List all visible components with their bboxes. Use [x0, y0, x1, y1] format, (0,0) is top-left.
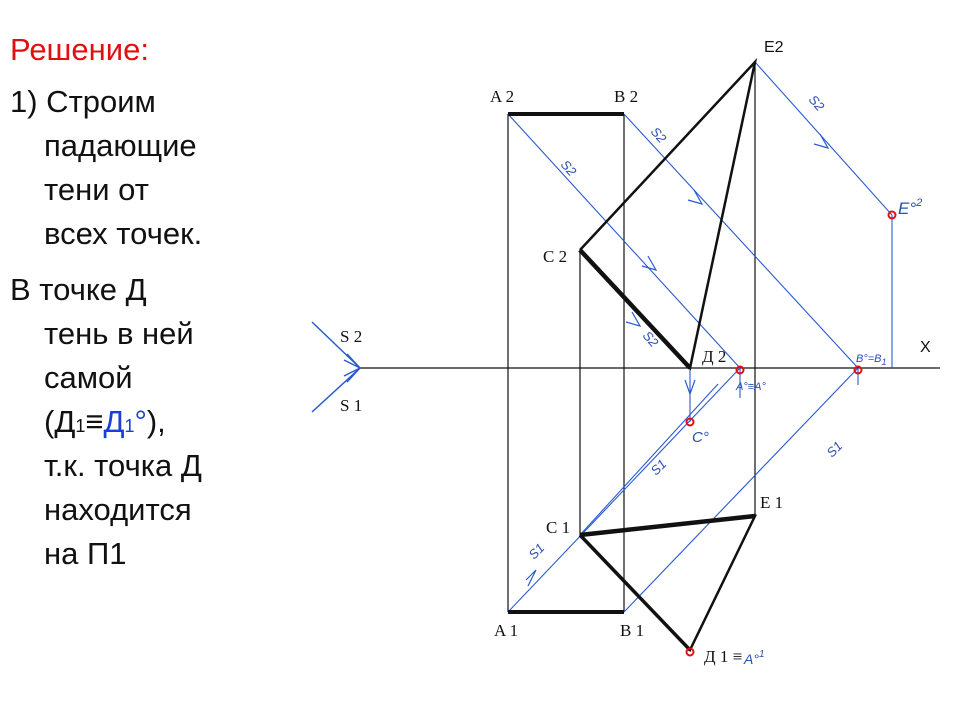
note-line-3: самой: [44, 360, 133, 395]
note-e0: [898, 197, 922, 218]
edge-c1-e1: [580, 516, 755, 535]
note-a0: A°≡A°: [736, 381, 766, 393]
note-b0: [856, 353, 887, 367]
note-line-7: на П1: [44, 536, 127, 571]
label-b2: B 2: [614, 87, 639, 106]
note-e0-sup: 2: [916, 197, 923, 209]
label-b1: B 1: [620, 621, 645, 640]
note-s2-2: S2: [647, 123, 670, 146]
note-e0-letter: E°: [898, 199, 917, 218]
label-c1: C 1: [546, 518, 571, 537]
note-line-5: т.к. точка Д: [44, 448, 202, 483]
note-a0-bottom: [743, 649, 765, 667]
note-line-6: находится: [44, 492, 192, 527]
note-a0-bottom-sup: 1: [758, 649, 765, 660]
note-b0-sub: 1: [881, 357, 887, 367]
note-open: (Д: [44, 404, 76, 439]
label-d2: Д 2: [702, 347, 727, 366]
label-a2: A 2: [490, 87, 515, 106]
note-blue-letter: Д: [103, 404, 125, 439]
ray-s2-b: [624, 114, 858, 368]
ray-s2-e: [755, 62, 892, 215]
note-blue-degree: °: [134, 404, 147, 439]
step-line-2: падающие: [44, 128, 197, 163]
label-a1: A 1: [494, 621, 519, 640]
note-sub: 1: [75, 416, 86, 436]
note-s1-3: S1: [823, 438, 846, 461]
note-s2-1: S2: [557, 156, 580, 179]
label-s1: S 1: [340, 396, 363, 415]
note-equiv: ≡: [85, 404, 104, 439]
step-line-4: всех точек.: [44, 216, 203, 251]
label-s2: S 2: [340, 327, 363, 346]
label-e2: E2: [764, 39, 784, 56]
label-e1: E 1: [760, 493, 784, 512]
note-b0-text: B°=B: [856, 353, 882, 365]
ray-s1-b: [624, 368, 858, 612]
note-s1-1: S1: [525, 540, 548, 563]
triangle-front-projection: [580, 62, 755, 368]
note-c0: C°: [692, 429, 709, 446]
label-x-axis: X: [920, 339, 931, 356]
label-c2: C 2: [543, 247, 568, 266]
edge-c2-d2: [580, 250, 690, 368]
note-s2-3: S2: [805, 91, 828, 114]
label-d1: Д 1 ≡: [704, 647, 743, 666]
ray-s1-c: [580, 384, 718, 535]
solution-heading: Решение:: [10, 32, 149, 67]
note-line-1: В точке Д: [10, 272, 147, 307]
note-s2-4: S2: [639, 327, 662, 350]
note-close: ),: [146, 404, 166, 439]
note-line-2: тень в ней: [44, 316, 194, 351]
step-line-1: 1) Строим: [10, 84, 156, 119]
note-a0-bottom-letter: A°: [744, 651, 759, 667]
note-blue-sub: 1: [124, 416, 135, 436]
note-s1-2: S1: [647, 456, 670, 479]
triangle-top-projection: [580, 516, 755, 650]
step-line-3: тени от: [44, 172, 149, 207]
